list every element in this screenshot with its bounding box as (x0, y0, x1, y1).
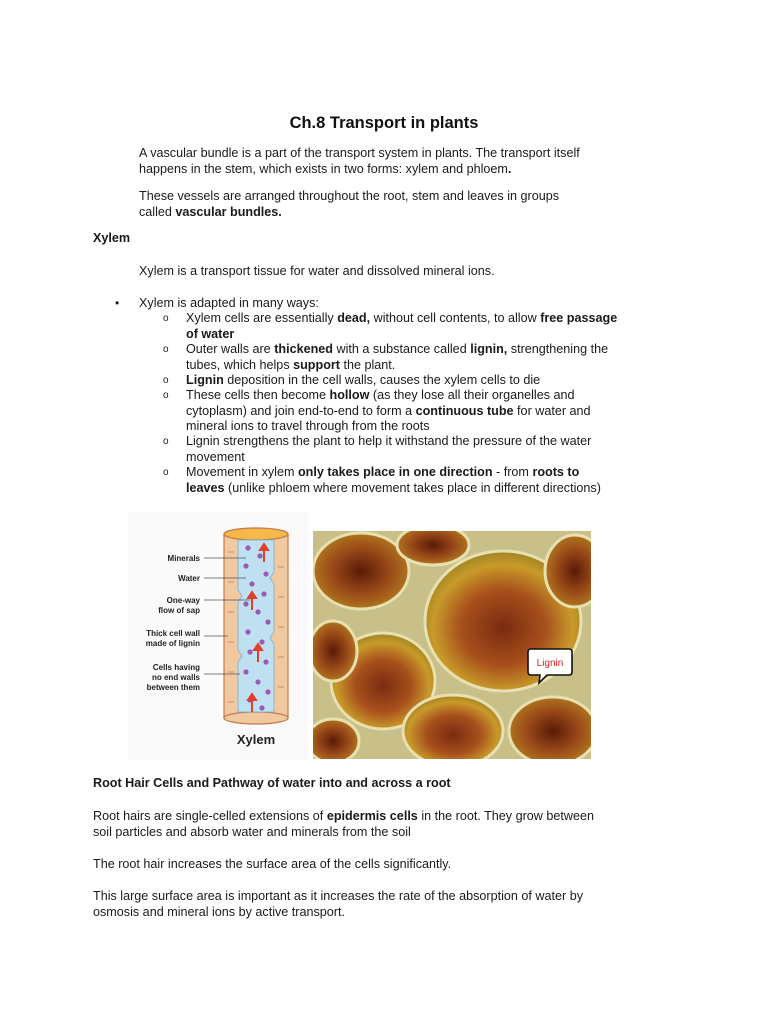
sub-item-1-text: without cell contents, to allow (370, 311, 541, 325)
xylem-heading: Xylem (93, 231, 131, 245)
label-cells-1: Cells having (152, 663, 200, 672)
label-thick-2: made of lignin (145, 639, 200, 648)
xylem-bottom (224, 712, 288, 724)
sub-item-6 (186, 465, 676, 496)
intro-p2-line2 (139, 204, 559, 220)
sub-marker: o (163, 390, 169, 401)
root-paragraph-3 (93, 888, 583, 920)
sub-item-1-bold: dead, (337, 311, 371, 325)
sub-item-6-bold: leaves (186, 480, 225, 495)
vascular-bundles-term: vascular bundles. (175, 205, 282, 219)
sub-item-3-bold: Lignin (186, 373, 224, 387)
intro-p1-line1: A vascular bundle is a part of the transport system in plants. The transport itself (139, 146, 580, 160)
epidermis-cells-term: epidermis cells (326, 809, 418, 823)
sub-item-3-text: deposition in the cell walls, causes the xylem cells to die (223, 373, 541, 387)
sub-item-5 (186, 434, 676, 465)
sub-item-2-text: Outer walls are (186, 342, 275, 356)
root-p3-line2: osmosis and mineral ions by active transport. (93, 905, 345, 919)
root-hair-heading: Root Hair Cells and Pathway of water into and across a root (93, 776, 451, 790)
sub-item-2-bold: lignin, (470, 342, 508, 356)
sub-item-4-text: (as they lose all their organelles and (369, 388, 575, 402)
intro-p1-period: . (507, 162, 512, 176)
sub-item-2-text: tubes, which helps (186, 357, 294, 372)
root-p1-line1 (93, 808, 594, 824)
sub-item-1-text: Xylem cells are essentially (186, 311, 338, 325)
xylem-top-opening (224, 528, 288, 540)
micrograph-svg (313, 531, 591, 759)
root-p1-text: Root hairs are single-celled extensions of (93, 809, 327, 823)
bullet-marker: • (115, 296, 120, 310)
sub-marker: o (163, 467, 169, 478)
root-paragraph-2: The root hair increases the surface area of the cells significantly. (93, 857, 452, 871)
callout-text: Lignin (536, 658, 564, 669)
intro-paragraph-1 (139, 145, 580, 177)
sub-item-5-text: movement (186, 449, 245, 464)
sub-item-4-text: mineral ions to travel through from the roots (186, 419, 430, 433)
sub-item-2-text: strengthening the (507, 342, 609, 356)
sub-item-2 (186, 342, 676, 373)
xylem-diagram-svg (128, 512, 308, 760)
root-p1-line2: soil particles and absorb water and minerals from the soil (93, 825, 411, 839)
sub-item-6-bold: roots to (532, 465, 580, 479)
sub-item-1 (186, 311, 676, 342)
sub-item-2-text: with a substance called (332, 342, 471, 356)
xylem-lumen (238, 540, 274, 712)
sub-item-6-text: (unlike phloem where movement takes place in different directions) (224, 480, 601, 495)
label-minerals: Minerals (167, 554, 200, 563)
sub-item-6-text: Movement in xylem (186, 465, 298, 479)
sub-marker: o (163, 344, 169, 355)
sub-item-6-text: - from (492, 465, 533, 479)
sub-item-3 (186, 373, 676, 389)
sub-item-1-bold: free passage (540, 311, 618, 325)
sub-item-2-bold: thickened (274, 342, 333, 356)
root-p3-line1: This large surface area is important as it increases the rate of the absorption of water by (93, 889, 584, 903)
sub-marker: o (163, 436, 169, 447)
sub-item-4-text: These cells then become (186, 388, 330, 402)
xylem-diagram (128, 512, 308, 760)
sub-item-4-bold: hollow (329, 388, 370, 402)
label-cells-2: no end walls (151, 673, 200, 682)
intro-p1-line2 (139, 161, 580, 177)
sub-item-5-text: Lignin strengthens the plant to help it withstand the pressure of the water (186, 434, 592, 448)
lignin-callout (527, 647, 573, 677)
label-thick-1: Thick cell wall (146, 629, 200, 638)
sub-marker: o (163, 313, 169, 324)
label-oneway-2: flow of sap (158, 606, 200, 615)
diagram-caption: Xylem (236, 732, 276, 747)
intro-paragraph-2 (139, 188, 559, 220)
intro-p2-pre: called (139, 205, 176, 219)
page-title: Ch.8 Transport in plants (289, 114, 479, 132)
root-paragraph-1 (93, 808, 594, 840)
callout-svg (527, 647, 573, 687)
intro-p1-line2-text: happens in the stem, which exists in two forms: xylem and phloem (139, 162, 508, 176)
sub-item-6-bold: only takes place in one direction (297, 465, 493, 479)
sub-marker: o (163, 375, 169, 386)
sub-item-4-text: cytoplasm) and join end-to-end to form a (186, 403, 416, 418)
sub-item-4-bold: continuous tube (415, 403, 514, 418)
intro-p2-line1: These vessels are arranged throughout the root, stem and leaves in groups (139, 189, 560, 203)
bullet-main: Xylem is adapted in many ways: (139, 296, 319, 310)
xylem-micrograph (313, 531, 591, 759)
sub-item-1-bold: of water (186, 326, 235, 341)
label-water: Water (178, 574, 200, 583)
sub-item-4-text: for water and (513, 403, 591, 418)
label-cells-3: between them (146, 683, 200, 692)
sub-item-2-bold: support (293, 357, 340, 372)
root-p1-text: in the root. They grow between (417, 809, 595, 823)
sub-item-4 (186, 388, 676, 435)
sub-item-2-text: the plant. (339, 357, 396, 372)
label-oneway-1: One-way (166, 596, 200, 605)
xylem-definition: Xylem is a transport tissue for water and dissolved mineral ions. (139, 264, 495, 278)
